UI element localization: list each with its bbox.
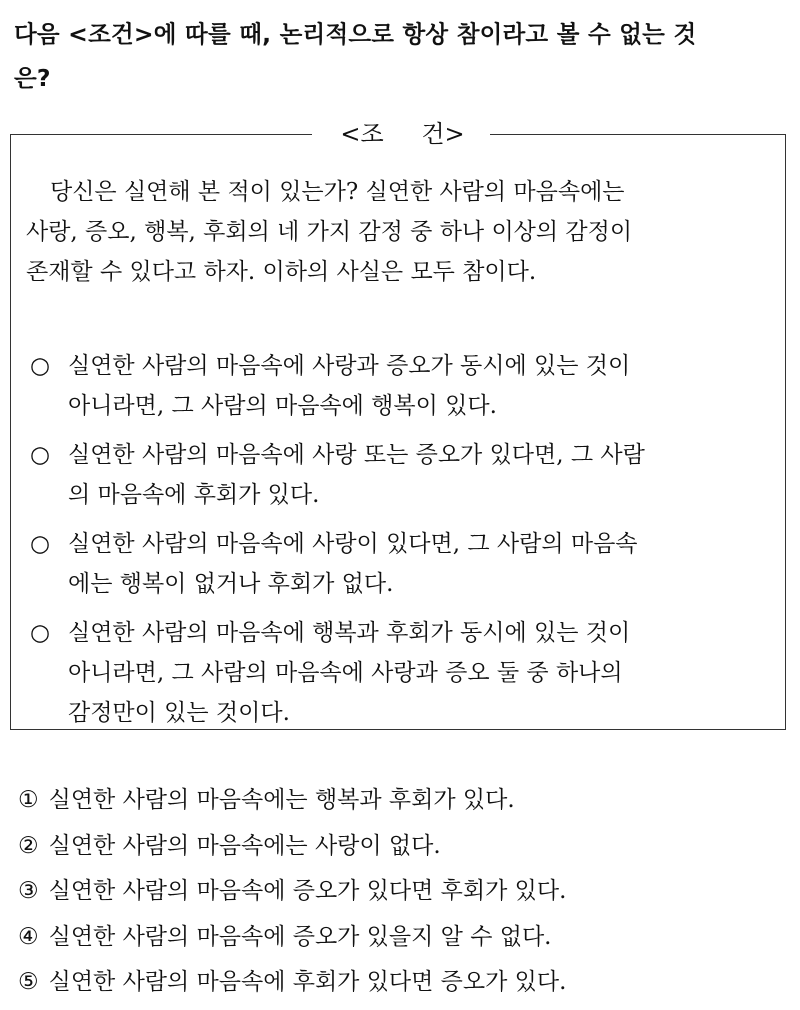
condition-line: 아니라면, 그 사람의 마음속에 사랑과 증오 둘 중 하나의 [68, 660, 623, 686]
condition-line: 실연한 사람의 마음속에 사랑과 증오가 동시에 있는 것이 [68, 353, 631, 379]
condition-line: 에는 행복이 없거나 후회가 없다. [68, 571, 394, 597]
option-text: 실연한 사람의 마음속에는 행복과 후회가 있다. [48, 787, 515, 813]
circle-bullet-icon: ○ [30, 353, 51, 379]
condition-item [30, 435, 645, 515]
option-number: ④ [18, 923, 39, 950]
circle-bullet-icon: ○ [30, 442, 51, 468]
condition-line: 감정만이 있는 것이다. [68, 700, 290, 726]
circle-bullet-icon: ○ [30, 620, 51, 646]
condition-item [30, 346, 645, 426]
circle-bullet-icon: ○ [30, 531, 51, 557]
option-number: ⑤ [18, 969, 39, 995]
condition-line: 실연한 사람의 마음속에 사랑 또는 증오가 있다면, 그 사람 [68, 442, 645, 468]
option-number: ② [18, 832, 39, 859]
intro-line: 사랑, 증오, 행복, 후회의 네 가지 감정 중 하나 이상의 감정이 [26, 219, 633, 245]
question-line: 다음 <조건>에 따를 때, 논리적으로 항상 참이라고 볼 수 없는 것 [14, 20, 697, 48]
condition-item [30, 613, 645, 733]
condition-line: 의 마음속에 후회가 있다. [68, 482, 320, 508]
condition-title: <조 건> [340, 120, 465, 148]
intro-line: 당신은 실연해 본 적이 있는가? 실연한 사람의 마음속에는 [50, 179, 625, 205]
question-line: 은? [14, 64, 51, 92]
answer-option-3[interactable] [18, 869, 566, 915]
option-text: 실연한 사람의 마음속에는 사랑이 없다. [48, 832, 441, 859]
answer-options [18, 778, 566, 1006]
intro-line: 존재할 수 있다고 하자. 이하의 사실은 모두 참이다. [26, 259, 537, 285]
answer-option-2[interactable] [18, 824, 566, 870]
condition-line: 아니라면, 그 사람의 마음속에 행복이 있다. [68, 393, 497, 419]
condition-line: 실연한 사람의 마음속에 사랑이 있다면, 그 사람의 마음속 [68, 531, 638, 557]
answer-option-5[interactable] [18, 960, 566, 1006]
option-text: 실연한 사람의 마음속에 증오가 있을지 알 수 없다. [48, 923, 552, 950]
option-number: ③ [18, 878, 39, 904]
option-text: 실연한 사람의 마음속에 후회가 있다면 증오가 있다. [48, 969, 567, 995]
condition-intro [26, 172, 632, 292]
condition-list [30, 346, 645, 742]
option-text: 실연한 사람의 마음속에 증오가 있다면 후회가 있다. [48, 878, 567, 904]
option-number: ① [18, 787, 39, 813]
answer-option-1[interactable] [18, 778, 566, 824]
question-stem [14, 12, 800, 100]
condition-item [30, 524, 645, 604]
condition-line: 실연한 사람의 마음속에 행복과 후회가 동시에 있는 것이 [68, 620, 631, 646]
answer-option-4[interactable] [18, 915, 566, 961]
